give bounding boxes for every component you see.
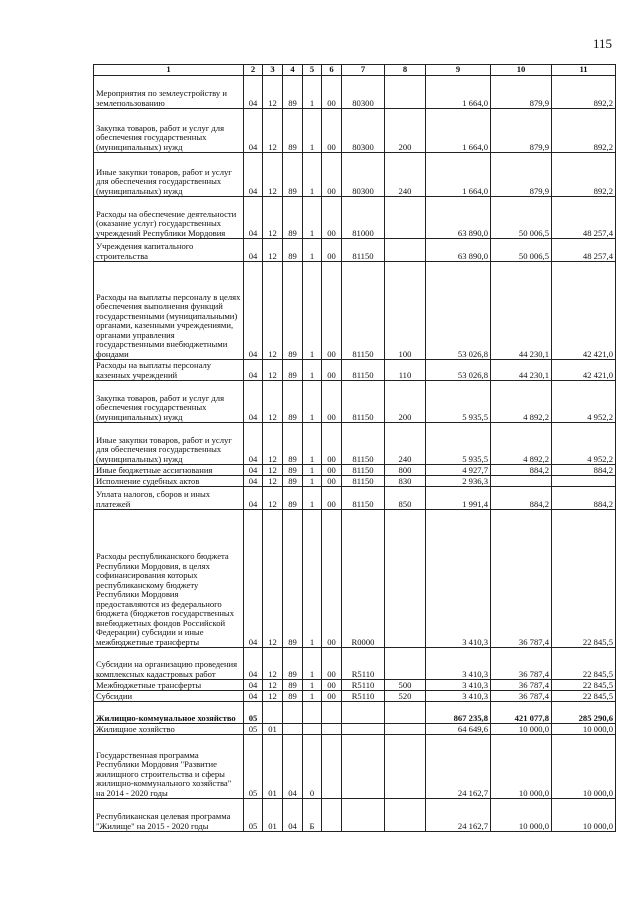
amount-col-11: 892,2: [552, 76, 616, 109]
program-code: [283, 724, 303, 735]
row-name: Расходы на обеспечение деятельности (оказание услуг) государственных учреждений Республики Мордовия: [94, 197, 244, 239]
section-code: 05: [244, 799, 263, 832]
amount-col-10: 10 000,0: [491, 724, 552, 735]
amount-col-10: 10 000,0: [491, 799, 552, 832]
section-code: 04: [244, 648, 263, 680]
col-header-4: 4: [283, 65, 303, 76]
subsection-code: 12: [263, 476, 283, 487]
amount-col-9: 24 162,7: [426, 799, 491, 832]
row-name: Иные закупки товаров, работ и услуг для обеспечения государственных (муниципальных) нужд: [94, 423, 244, 465]
expense-type-code: 520: [385, 691, 426, 702]
row-name: Иные бюджетные ассигнования: [94, 465, 244, 476]
amount-col-11: 48 257,4: [552, 239, 616, 262]
row-name: Республиканская целевая программа "Жилище" на 2015 - 2020 годы: [94, 799, 244, 832]
amount-col-11: 285 290,6: [552, 702, 616, 724]
amount-col-9: 3 410,3: [426, 691, 491, 702]
row-name: Мероприятия по землеустройству и землепользованию: [94, 76, 244, 109]
section-code: 05: [244, 702, 263, 724]
section-code: 04: [244, 510, 263, 648]
program-code: 89: [283, 680, 303, 691]
amount-col-10: 879,9: [491, 153, 552, 197]
subprogram-code: [303, 702, 322, 724]
subprogram-code: Б: [303, 799, 322, 832]
amount-col-9: 3 410,3: [426, 648, 491, 680]
amount-col-9: 1 991,4: [426, 487, 491, 510]
subprogram-code: 1: [303, 360, 322, 381]
direction-code: 00: [322, 680, 342, 691]
amount-col-9: 1 664,0: [426, 109, 491, 153]
row-name: Исполнение судебных актов: [94, 476, 244, 487]
program-code: 89: [283, 109, 303, 153]
target-code: 81150: [342, 381, 385, 423]
amount-col-10: 4 892,2: [491, 381, 552, 423]
expense-type-code: 200: [385, 109, 426, 153]
section-code: 04: [244, 360, 263, 381]
program-code: 89: [283, 510, 303, 648]
direction-code: [322, 735, 342, 799]
row-name: Учреждения капитального строительства: [94, 239, 244, 262]
direction-code: 00: [322, 239, 342, 262]
amount-col-9: 3 410,3: [426, 680, 491, 691]
subsection-code: 12: [263, 153, 283, 197]
subsection-code: 12: [263, 487, 283, 510]
table-row: [94, 799, 616, 832]
target-code: 81150: [342, 465, 385, 476]
amount-col-10: [491, 476, 552, 487]
direction-code: 00: [322, 510, 342, 648]
row-name: Закупка товаров, работ и услуг для обеспечения государственных (муниципальных) нужд: [94, 109, 244, 153]
row-name: Жилищно-коммунальное хозяйство: [94, 702, 244, 724]
subprogram-code: 1: [303, 476, 322, 487]
amount-col-11: 22 845,5: [552, 510, 616, 648]
program-code: 89: [283, 360, 303, 381]
amount-col-10: 10 000,0: [491, 735, 552, 799]
subprogram-code: [303, 724, 322, 735]
table-row: [94, 423, 616, 465]
subprogram-code: 1: [303, 262, 322, 360]
section-code: 04: [244, 197, 263, 239]
subprogram-code: 1: [303, 153, 322, 197]
row-name: Субсидии: [94, 691, 244, 702]
row-name: Субсидии на организацию проведения комплексных кадастровых работ: [94, 648, 244, 680]
target-code: 81150: [342, 360, 385, 381]
row-name: Межбюджетные трансферты: [94, 680, 244, 691]
amount-col-10: 884,2: [491, 487, 552, 510]
section-code: 04: [244, 680, 263, 691]
direction-code: 00: [322, 197, 342, 239]
table-body: [94, 76, 616, 832]
direction-code: 00: [322, 109, 342, 153]
direction-code: 00: [322, 465, 342, 476]
subsection-code: 12: [263, 76, 283, 109]
amount-col-11: 22 845,5: [552, 691, 616, 702]
target-code: R5110: [342, 648, 385, 680]
expense-type-code: 850: [385, 487, 426, 510]
amount-col-9: 5 935,5: [426, 423, 491, 465]
program-code: 89: [283, 153, 303, 197]
expense-type-code: [385, 648, 426, 680]
subprogram-code: 1: [303, 197, 322, 239]
amount-col-11: 884,2: [552, 465, 616, 476]
amount-col-11: 892,2: [552, 153, 616, 197]
expense-type-code: [385, 239, 426, 262]
subsection-code: 12: [263, 423, 283, 465]
section-code: 05: [244, 735, 263, 799]
program-code: 89: [283, 691, 303, 702]
program-code: 89: [283, 476, 303, 487]
subsection-code: 12: [263, 381, 283, 423]
section-code: 04: [244, 381, 263, 423]
amount-col-11: 10 000,0: [552, 799, 616, 832]
amount-col-11: 4 952,2: [552, 423, 616, 465]
subsection-code: 01: [263, 724, 283, 735]
budget-table: [93, 64, 616, 832]
col-header-3: 3: [263, 65, 283, 76]
expense-type-code: 200: [385, 381, 426, 423]
table-row: [94, 262, 616, 360]
target-code: 81150: [342, 239, 385, 262]
section-code: 04: [244, 691, 263, 702]
direction-code: 00: [322, 381, 342, 423]
subsection-code: 12: [263, 691, 283, 702]
target-code: 81150: [342, 262, 385, 360]
section-code: 04: [244, 109, 263, 153]
section-code: 04: [244, 262, 263, 360]
section-code: 04: [244, 423, 263, 465]
col-header-11: 11: [552, 65, 616, 76]
table-row: [94, 510, 616, 648]
direction-code: 00: [322, 153, 342, 197]
amount-col-9: 867 235,8: [426, 702, 491, 724]
program-code: 04: [283, 735, 303, 799]
amount-col-11: 892,2: [552, 109, 616, 153]
expense-type-code: [385, 76, 426, 109]
subprogram-code: 1: [303, 381, 322, 423]
row-name: Закупка товаров, работ и услуг для обеспечения государственных (муниципальных) нужд: [94, 381, 244, 423]
direction-code: 00: [322, 423, 342, 465]
amount-col-9: 3 410,3: [426, 510, 491, 648]
amount-col-10: 50 006,5: [491, 197, 552, 239]
subprogram-code: 1: [303, 487, 322, 510]
direction-code: [322, 724, 342, 735]
table-row: [94, 702, 616, 724]
subprogram-code: 1: [303, 680, 322, 691]
subprogram-code: 1: [303, 423, 322, 465]
amount-col-10: 44 230,1: [491, 360, 552, 381]
table-row: [94, 197, 616, 239]
section-code: 04: [244, 465, 263, 476]
direction-code: 00: [322, 476, 342, 487]
amount-col-10: 44 230,1: [491, 262, 552, 360]
table-row: [94, 691, 616, 702]
section-code: 04: [244, 487, 263, 510]
direction-code: 00: [322, 691, 342, 702]
table-row: [94, 76, 616, 109]
subsection-code: 12: [263, 197, 283, 239]
section-code: 04: [244, 476, 263, 487]
amount-col-11: 42 421,0: [552, 262, 616, 360]
subprogram-code: 1: [303, 465, 322, 476]
subprogram-code: 1: [303, 239, 322, 262]
col-header-7: 7: [342, 65, 385, 76]
subsection-code: 12: [263, 360, 283, 381]
target-code: R0000: [342, 510, 385, 648]
section-code: 04: [244, 76, 263, 109]
amount-col-10: 50 006,5: [491, 239, 552, 262]
target-code: 80300: [342, 109, 385, 153]
amount-col-10: 879,9: [491, 109, 552, 153]
table-row: [94, 153, 616, 197]
amount-col-9: 2 936,3: [426, 476, 491, 487]
subprogram-code: 1: [303, 76, 322, 109]
direction-code: [322, 702, 342, 724]
expense-type-code: [385, 735, 426, 799]
program-code: 89: [283, 648, 303, 680]
subsection-code: [263, 702, 283, 724]
table-row: [94, 381, 616, 423]
table-row: [94, 724, 616, 735]
subsection-code: 12: [263, 262, 283, 360]
section-code: 04: [244, 239, 263, 262]
col-header-8: 8: [385, 65, 426, 76]
amount-col-9: 64 649,6: [426, 724, 491, 735]
table-row: [94, 239, 616, 262]
target-code: 80300: [342, 153, 385, 197]
subsection-code: 12: [263, 648, 283, 680]
program-code: 89: [283, 262, 303, 360]
program-code: 04: [283, 799, 303, 832]
section-code: 05: [244, 724, 263, 735]
expense-type-code: 500: [385, 680, 426, 691]
program-code: [283, 702, 303, 724]
table-row: [94, 680, 616, 691]
row-name: Жилищное хозяйство: [94, 724, 244, 735]
table-row: [94, 648, 616, 680]
subsection-code: 12: [263, 465, 283, 476]
table-row: [94, 360, 616, 381]
amount-col-10: 36 787,4: [491, 510, 552, 648]
table-row: [94, 487, 616, 510]
col-header-1: 1: [94, 65, 244, 76]
amount-col-10: 884,2: [491, 465, 552, 476]
amount-col-9: 63 890,0: [426, 239, 491, 262]
col-header-2: 2: [244, 65, 263, 76]
expense-type-code: [385, 799, 426, 832]
program-code: 89: [283, 76, 303, 109]
amount-col-10: 879,9: [491, 76, 552, 109]
subsection-code: 12: [263, 510, 283, 648]
amount-col-10: 4 892,2: [491, 423, 552, 465]
table-row: [94, 109, 616, 153]
expense-type-code: [385, 510, 426, 648]
direction-code: 00: [322, 262, 342, 360]
expense-type-code: 240: [385, 153, 426, 197]
amount-col-9: 53 026,8: [426, 360, 491, 381]
target-code: 81150: [342, 476, 385, 487]
target-code: [342, 799, 385, 832]
col-header-9: 9: [426, 65, 491, 76]
target-code: R5110: [342, 680, 385, 691]
table-row: [94, 465, 616, 476]
row-name: Иные закупки товаров, работ и услуг для обеспечения государственных (муниципальных) нужд: [94, 153, 244, 197]
amount-col-11: [552, 476, 616, 487]
subsection-code: 12: [263, 680, 283, 691]
target-code: 81150: [342, 423, 385, 465]
subsection-code: 12: [263, 109, 283, 153]
program-code: 89: [283, 487, 303, 510]
amount-col-9: 1 664,0: [426, 76, 491, 109]
amount-col-9: 5 935,5: [426, 381, 491, 423]
subsection-code: 01: [263, 735, 283, 799]
subprogram-code: 1: [303, 648, 322, 680]
direction-code: [322, 799, 342, 832]
amount-col-11: 48 257,4: [552, 197, 616, 239]
subprogram-code: 1: [303, 109, 322, 153]
program-code: 89: [283, 465, 303, 476]
target-code: R5110: [342, 691, 385, 702]
amount-col-10: 36 787,4: [491, 691, 552, 702]
subprogram-code: 0: [303, 735, 322, 799]
table-header-row: [94, 65, 616, 76]
program-code: 89: [283, 197, 303, 239]
direction-code: 00: [322, 487, 342, 510]
subprogram-code: 1: [303, 510, 322, 648]
program-code: 89: [283, 381, 303, 423]
expense-type-code: 800: [385, 465, 426, 476]
amount-col-9: 53 026,8: [426, 262, 491, 360]
amount-col-10: 36 787,4: [491, 680, 552, 691]
amount-col-11: 42 421,0: [552, 360, 616, 381]
page-number: 115: [592, 36, 612, 51]
col-header-10: 10: [491, 65, 552, 76]
target-code: 80300: [342, 76, 385, 109]
subsection-code: 12: [263, 239, 283, 262]
expense-type-code: [385, 197, 426, 239]
program-code: 89: [283, 423, 303, 465]
section-code: 04: [244, 153, 263, 197]
direction-code: 00: [322, 76, 342, 109]
target-code: [342, 735, 385, 799]
table-row: [94, 735, 616, 799]
target-code: 81000: [342, 197, 385, 239]
row-name: Государственная программа Республики Мордовия "Развитие жилищного строительства и сферы жилищно-коммунального хозяйства" на 2014 - 2020 годы: [94, 735, 244, 799]
amount-col-11: 22 845,5: [552, 680, 616, 691]
target-code: [342, 724, 385, 735]
amount-col-11: 10 000,0: [552, 724, 616, 735]
amount-col-9: 4 927,7: [426, 465, 491, 476]
amount-col-10: 36 787,4: [491, 648, 552, 680]
expense-type-code: [385, 702, 426, 724]
amount-col-9: 1 664,0: [426, 153, 491, 197]
col-header-6: 6: [322, 65, 342, 76]
direction-code: 00: [322, 360, 342, 381]
program-code: 89: [283, 239, 303, 262]
amount-col-9: 24 162,7: [426, 735, 491, 799]
row-name: Расходы на выплаты персоналу казенных учреждений: [94, 360, 244, 381]
expense-type-code: 830: [385, 476, 426, 487]
amount-col-10: 421 077,8: [491, 702, 552, 724]
row-name: Уплата налогов, сборов и иных платежей: [94, 487, 244, 510]
table-row: [94, 476, 616, 487]
expense-type-code: 110: [385, 360, 426, 381]
amount-col-11: 4 952,2: [552, 381, 616, 423]
amount-col-11: 884,2: [552, 487, 616, 510]
amount-col-11: 10 000,0: [552, 735, 616, 799]
subprogram-code: 1: [303, 691, 322, 702]
direction-code: 00: [322, 648, 342, 680]
row-name: Расходы на выплаты персоналу в целях обеспечения выполнения функций государственными (муниципальными) органами, казенными учреждениями, органами управления государственными внебюджетными фондами: [94, 262, 244, 360]
expense-type-code: [385, 724, 426, 735]
expense-type-code: 240: [385, 423, 426, 465]
subsection-code: 01: [263, 799, 283, 832]
target-code: [342, 702, 385, 724]
col-header-5: 5: [303, 65, 322, 76]
target-code: 81150: [342, 487, 385, 510]
amount-col-9: 63 890,0: [426, 197, 491, 239]
amount-col-11: 22 845,5: [552, 648, 616, 680]
row-name: Расходы республиканского бюджета Республики Мордовия, в целях софинансирования которых республиканскому бюджету Республики Мордовия предоставляются из федерального бюджета (бюджетов государственных внебюджетных фондов Российской Федерации) субсидии и иные межбюджетные трансферты: [94, 510, 244, 648]
expense-type-code: 100: [385, 262, 426, 360]
